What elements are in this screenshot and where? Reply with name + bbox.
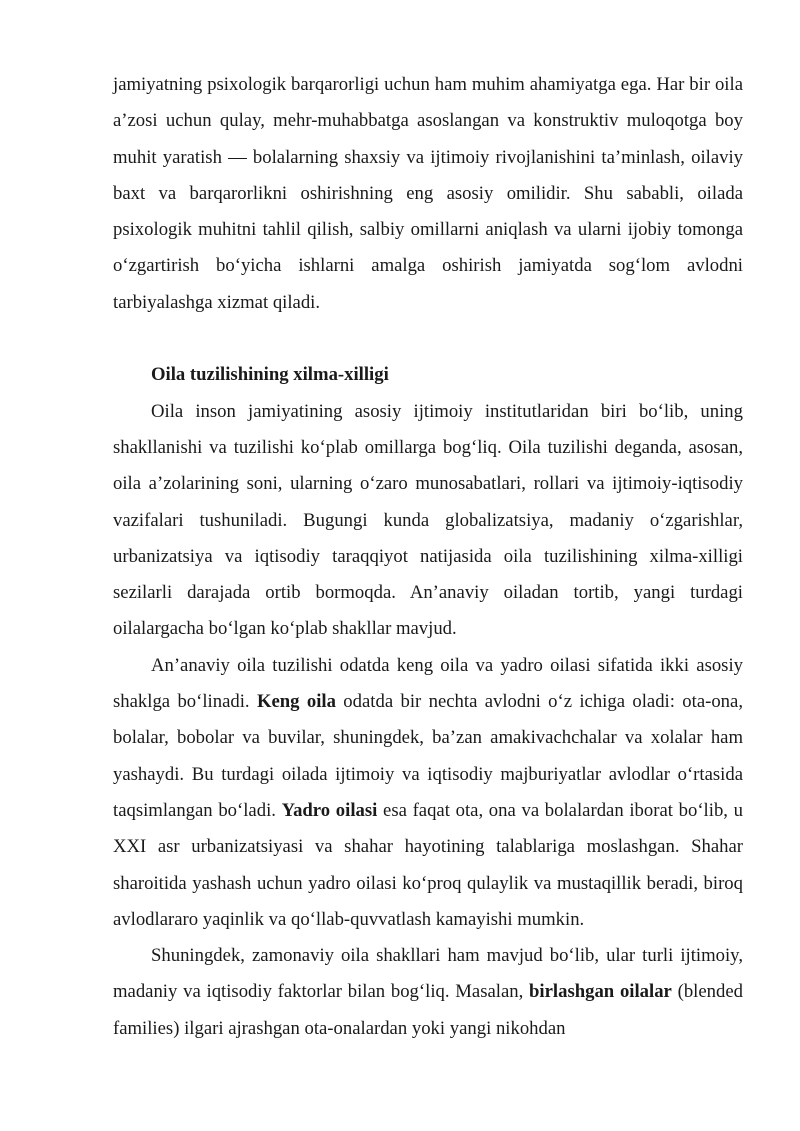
bold-term-extended-family: Keng oila <box>256 691 336 713</box>
bold-term-blended-families: birlashgan oilalar <box>529 981 672 1003</box>
text-run: esa faqat ota, ona va bolalardan iborat bo‘lib, u XXI asr urbanizatsiyasi va shahar hayotining talablariga moslashgan. Shahar sharoitida yashash uchun yadro oilasi ko‘proq qulaylik va mustaqillik beradi, biroq avlodlararo yaqinlik va qo‘llab-quvvatlash kamayishi mumkin. <box>113 799 743 930</box>
text-run: (blended families) ilgari ajrashgan ota-onalardan yoki yangi nikohdan <box>113 981 743 1039</box>
text-run: odatda bir nechta avlodni o‘z ichiga oladi: ota-ona, bolalar, bobolar va buvilar, shuningdek, ba’zan amakivachchalar va xolalar ham yashaydi. Bu turdagi oilada ijtimoiy va iqtisodiy majburiyatlar avlodlar o‘rtasida taqsimlangan bo‘ladi. <box>113 691 743 821</box>
text-run: Shuningdek, zamonaviy oila shakllari ham mavjud bo‘lib, ular turli ijtimoiy, madaniy va iqtisodiy faktorlar bilan bog‘liq. Masalan, <box>113 945 743 1003</box>
document-page <box>113 67 743 1047</box>
paragraph-family-structure: Oila inson jamiyatining asosiy ijtimoiy institutlaridan biri bo‘lib, uning shakllanishi va tuzilishi ko‘plab omillarga bog‘liq. Oila tuzilishi deganda, asosan, oila a’zolarining soni, ularning o‘zaro munosabatlari, rollari va ijtimoiy-iqtisodiy vazifalari tushuniladi. Bugungi kunda globalizatsiya, madaniy o‘zgarishlar, urbanizatsiya va iqtisodiy taraqqiyot natijasida oila tuzilishining xilma-xilligi sezilarli darajada ortib bormoqda. An’anaviy oiladan tortib, yangi turdagi oilalargacha bo‘lgan ko‘plab shakllar mavjud. <box>113 400 743 640</box>
text-run: An’anaviy oila tuzilishi odatda keng oila va yadro oilasi sifatida ikki asosiy shaklga bo‘linadi. <box>113 654 743 713</box>
bold-term-nuclear-family: Yadro oilasi <box>281 799 378 821</box>
section-heading: Oila tuzilishining xilma-xilligi <box>151 364 389 386</box>
paragraph-traditional-family <box>113 648 743 938</box>
paragraph-intro: jamiyatning psixologik barqarorligi uchun ham muhim ahamiyatga ega. Har bir oila a’zosi uchun qulay, mehr-muhabbatga asoslangan va konstruktiv muloqotga boy muhit yaratish — bolalarning shaxsiy va ijtimoiy rivojlanishini ta’minlash, oilaviy baxt va barqarorlikni oshirishning eng asosiy omilidir. Shu sababli, oilada psixologik muhitni tahlil qilish, salbiy omillarni aniqlash va ularni ijobiy tomonga o‘zgartirish bo‘yicha ishlarni amalga oshirish jamiyatda sog‘lom avlodni tarbiyalashga xizmat qiladi. <box>113 74 743 313</box>
paragraph-modern-family <box>113 938 743 1047</box>
